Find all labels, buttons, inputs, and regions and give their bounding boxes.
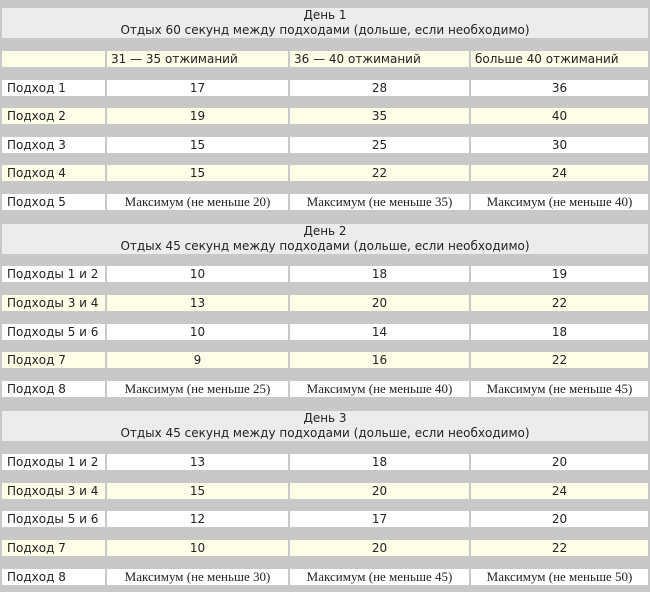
set-label: Подходы 5 и 6 <box>2 511 105 527</box>
set-label: Подход 5 <box>2 194 105 210</box>
table-row <box>2 381 648 397</box>
table-cell: 10 <box>107 266 288 282</box>
table-cell: Максимум (не меньше 40) <box>471 194 648 210</box>
table-row <box>2 165 648 181</box>
day-subtitle: Отдых 45 секунд между подходами (дольше, если необходимо) <box>120 426 530 440</box>
table-row <box>2 324 648 340</box>
column-header: больше 40 отжиманий <box>471 51 648 67</box>
table-cell: 14 <box>290 324 469 340</box>
table-cell: 30 <box>471 137 648 153</box>
set-label: Подход 7 <box>2 352 105 368</box>
table-row <box>2 295 648 311</box>
set-label: Подход 2 <box>2 108 105 124</box>
table-cell: Максимум (не меньше 40) <box>290 381 469 397</box>
table-cell: 18 <box>471 324 648 340</box>
table-cell: 19 <box>107 108 288 124</box>
column-header-row <box>2 51 648 67</box>
day-header <box>2 224 648 254</box>
set-label: Подходы 1 и 2 <box>2 266 105 282</box>
set-label: Подход 3 <box>2 137 105 153</box>
table-cell: 24 <box>471 483 648 499</box>
table-cell: 40 <box>471 108 648 124</box>
day-subtitle: Отдых 60 секунд между подходами (дольше, если необходимо) <box>120 23 530 37</box>
column-header: 31 — 35 отжиманий <box>107 51 288 67</box>
table-row <box>2 266 648 282</box>
day-header <box>2 8 648 38</box>
table-cell: 12 <box>107 511 288 527</box>
table-cell: Максимум (не меньше 45) <box>471 381 648 397</box>
table-cell: Максимум (не меньше 35) <box>290 194 469 210</box>
table-row <box>2 569 648 585</box>
table-cell: Максимум (не меньше 20) <box>107 194 288 210</box>
table-row <box>2 540 648 556</box>
table-cell: 15 <box>107 137 288 153</box>
set-label: Подходы 1 и 2 <box>2 454 105 470</box>
table-cell: 15 <box>107 165 288 181</box>
table-cell: 22 <box>471 295 648 311</box>
table-row <box>2 137 648 153</box>
table-cell: 19 <box>471 266 648 282</box>
set-label: Подходы 3 и 4 <box>2 483 105 499</box>
table-cell: 20 <box>290 295 469 311</box>
table-cell: 16 <box>290 352 469 368</box>
table-cell: 20 <box>290 540 469 556</box>
table-row <box>2 80 648 96</box>
table-cell: Максимум (не меньше 45) <box>290 569 469 585</box>
table-cell: Максимум (не меньше 30) <box>107 569 288 585</box>
table-cell: 35 <box>290 108 469 124</box>
table-cell: Максимум (не меньше 50) <box>471 569 648 585</box>
table-cell: 20 <box>471 454 648 470</box>
table-cell: 24 <box>471 165 648 181</box>
table-cell: 22 <box>471 352 648 368</box>
set-label: Подход 8 <box>2 569 105 585</box>
table-cell: 22 <box>290 165 469 181</box>
table-cell: 13 <box>107 295 288 311</box>
table-cell: 10 <box>107 324 288 340</box>
day-header <box>2 411 648 441</box>
day-title: День 1 <box>303 8 347 22</box>
table-cell: 36 <box>471 80 648 96</box>
set-label: Подход 1 <box>2 80 105 96</box>
table-row <box>2 511 648 527</box>
table-cell: 9 <box>107 352 288 368</box>
table-cell: 13 <box>107 454 288 470</box>
table-cell: 25 <box>290 137 469 153</box>
table-cell: 18 <box>290 266 469 282</box>
column-header: 36 — 40 отжиманий <box>290 51 469 67</box>
table-cell: 15 <box>107 483 288 499</box>
set-label: Подход 7 <box>2 540 105 556</box>
day-subtitle: Отдых 45 секунд между подходами (дольше, если необходимо) <box>120 239 530 253</box>
set-label: Подход 8 <box>2 381 105 397</box>
table-cell: 17 <box>107 80 288 96</box>
day-title: День 3 <box>303 411 347 425</box>
table-row <box>2 454 648 470</box>
table-cell: 18 <box>290 454 469 470</box>
table-row <box>2 108 648 124</box>
table-cell: 20 <box>290 483 469 499</box>
table-cell: 22 <box>471 540 648 556</box>
table-cell: 20 <box>471 511 648 527</box>
day-title: День 2 <box>303 224 347 238</box>
set-label: Подходы 3 и 4 <box>2 295 105 311</box>
set-label: Подходы 5 и 6 <box>2 324 105 340</box>
table-cell: 28 <box>290 80 469 96</box>
table-row <box>2 194 648 210</box>
column-header <box>2 51 105 67</box>
table-cell: Максимум (не меньше 25) <box>107 381 288 397</box>
table-cell: 10 <box>107 540 288 556</box>
set-label: Подход 4 <box>2 165 105 181</box>
table-cell: 17 <box>290 511 469 527</box>
table-row <box>2 352 648 368</box>
table-row <box>2 483 648 499</box>
